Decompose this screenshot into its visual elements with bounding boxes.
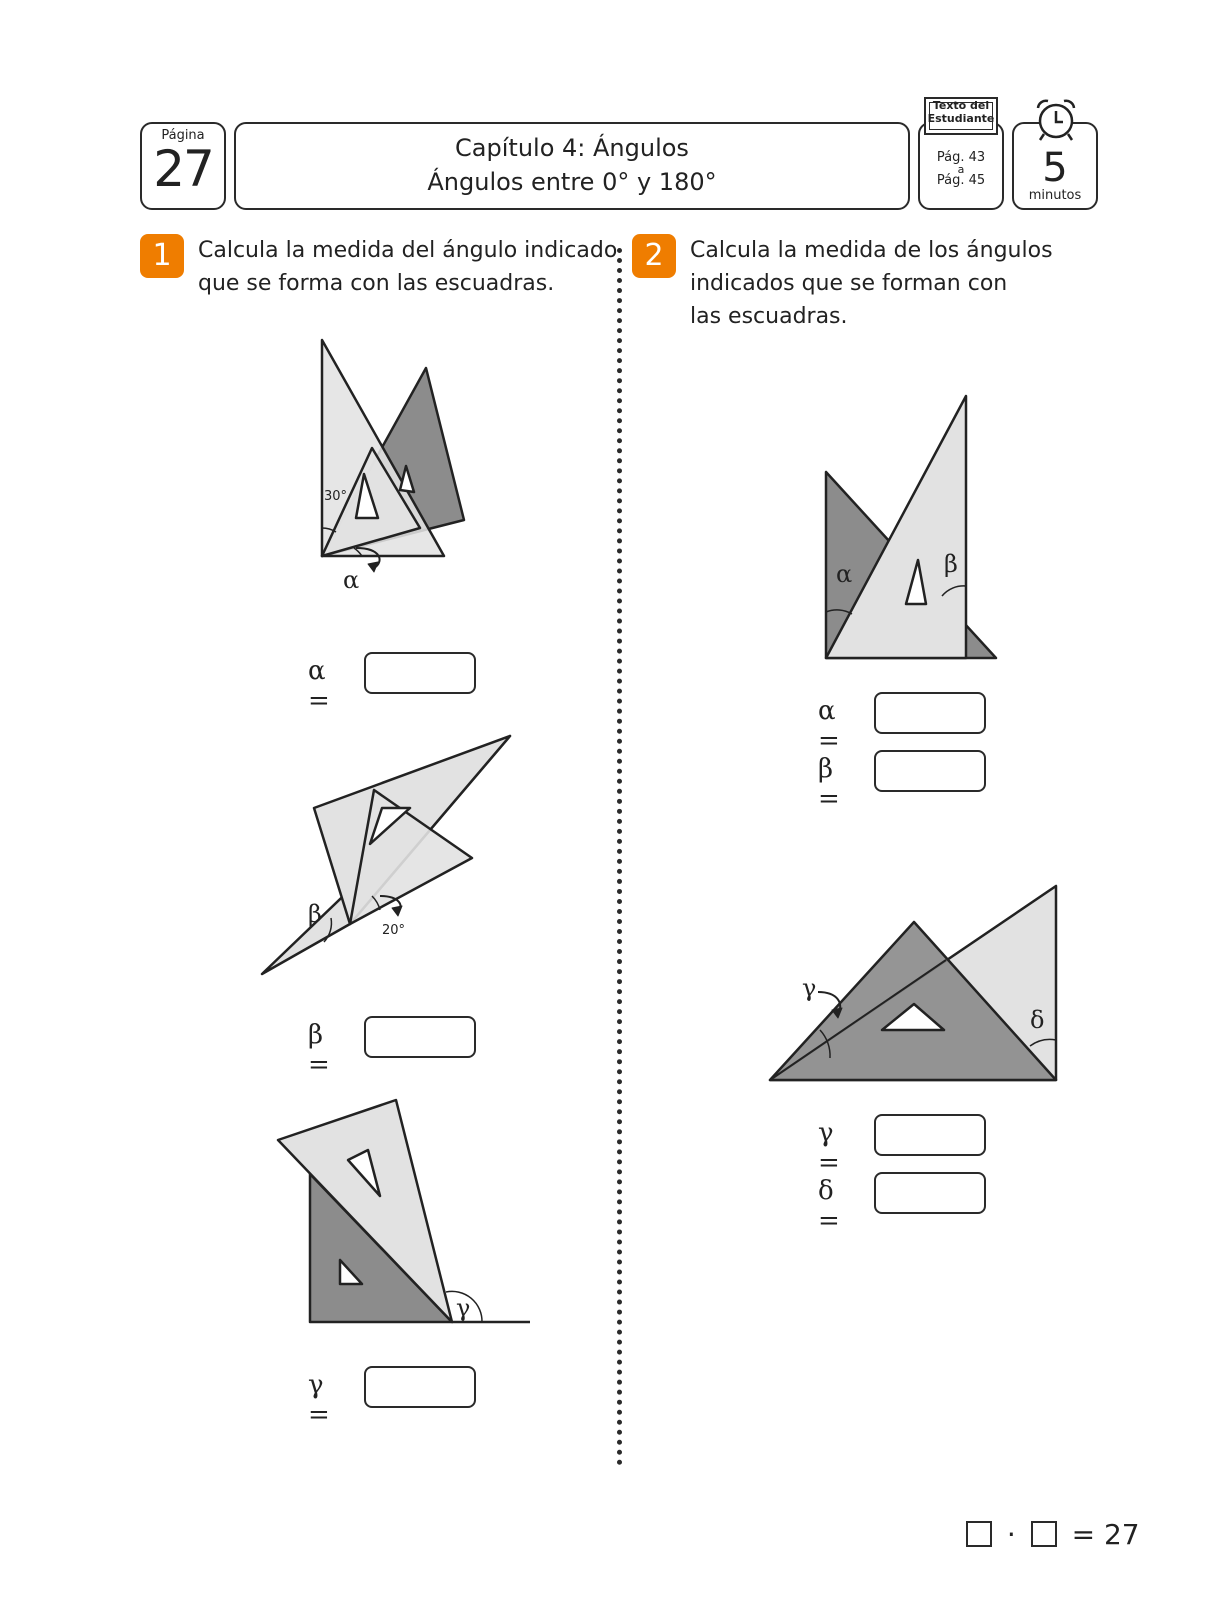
ex2-answer-delta-label: δ = — [818, 1176, 840, 1236]
time-unit: minutos — [1028, 188, 1082, 203]
ex2-fig-b-delta-label: δ — [1030, 1006, 1045, 1034]
exercise-1-badge: 1 — [140, 234, 184, 278]
ex1-figure-a — [322, 340, 464, 572]
ex1-fig-c-angle-label: γ — [456, 1294, 471, 1322]
footer-square-2 — [1031, 1521, 1057, 1547]
exercise-2-text-line3: las escuadras. — [690, 304, 848, 329]
ex2-fig-b-gamma-label: γ — [802, 974, 817, 1002]
ex1-answer-beta-field[interactable] — [364, 1016, 476, 1058]
exercise-1-text-line2: que se forma con las escuadras. — [198, 271, 555, 296]
ex1-figure-c — [278, 1100, 530, 1322]
ref-a: a — [957, 163, 965, 176]
ex2-answer-gamma-field[interactable] — [874, 1114, 986, 1156]
ex1-answer-beta-label: β = — [308, 1020, 330, 1080]
ex2-answer-beta-field[interactable] — [874, 750, 986, 792]
ref-from: Pág. 43 — [936, 150, 986, 165]
ex2-fig-a-beta-label: β — [944, 550, 958, 578]
page-number: 27 — [153, 140, 213, 198]
footer-dot: · — [1006, 1518, 1016, 1551]
ex2-fig-a-alpha-label: α — [836, 560, 853, 588]
exercise-1-text-line1: Calcula la medida del ángulo indicado — [198, 238, 618, 263]
ex1-answer-gamma-label: γ = — [308, 1370, 330, 1430]
ex1-fig-b-given-angle: 20° — [382, 923, 406, 938]
ex1-figure-b — [262, 736, 510, 974]
ex1-fig-a-angle-label: α — [343, 566, 360, 594]
page-label: Página — [161, 128, 205, 143]
footer-equals: = 27 — [1071, 1518, 1140, 1551]
ref-to: Pág. 45 — [936, 173, 986, 188]
exercise-2-text-line2: indicados que se forman con — [690, 271, 1008, 296]
ref-badge-line1: Texto del — [932, 99, 990, 112]
exercise-2-text-line1: Calcula la medida de los ángulos — [690, 238, 1053, 263]
ex2-answer-gamma-label: γ = — [818, 1118, 840, 1178]
ex2-answer-beta-label: β = — [818, 754, 840, 814]
ex1-answer-alpha-field[interactable] — [364, 652, 476, 694]
section-title: Ángulos entre 0° y 180° — [427, 168, 717, 196]
exercise-2-badge: 2 — [632, 234, 676, 278]
ref-badge-line2: Estudiante — [927, 112, 995, 125]
time-value: 5 — [1042, 145, 1068, 191]
ex1-fig-a-given-angle: 30° — [324, 489, 348, 504]
footer-square-1 — [966, 1521, 992, 1547]
page-footer — [966, 1518, 1140, 1551]
ex2-answer-alpha-label: α = — [818, 696, 840, 756]
ex1-answer-gamma-field[interactable] — [364, 1366, 476, 1408]
chapter-title: Capítulo 4: Ángulos — [455, 134, 689, 162]
ex1-fig-b-angle-label: β — [308, 900, 322, 928]
ex1-answer-alpha-label: α = — [308, 656, 330, 716]
ex2-answer-delta-field[interactable] — [874, 1172, 986, 1214]
ex2-figure-a — [826, 396, 996, 658]
ex2-answer-alpha-field[interactable] — [874, 692, 986, 734]
